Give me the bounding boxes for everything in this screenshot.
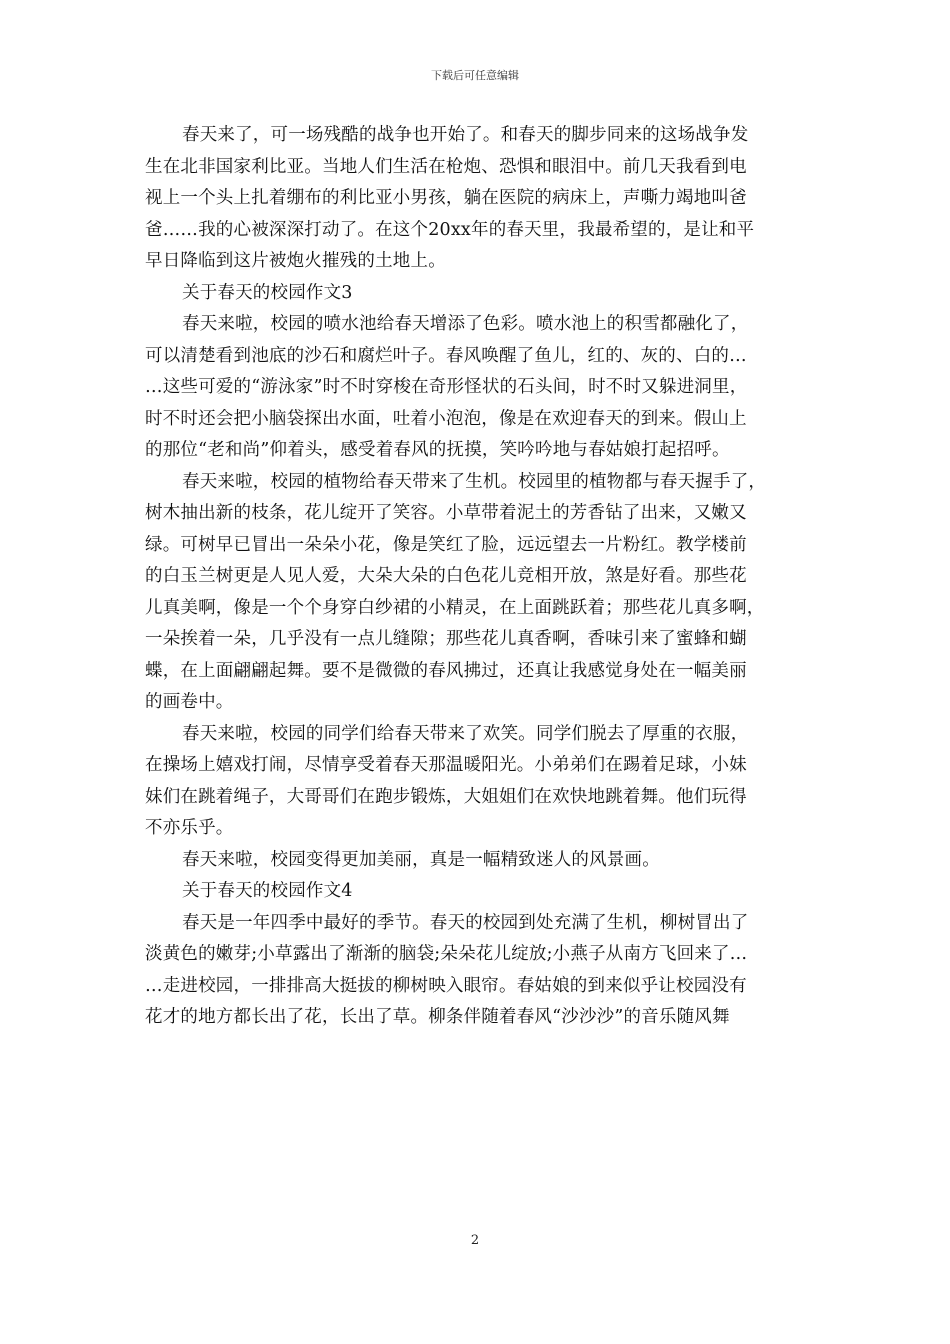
text-line: 儿真美啊，像是一个个身穿白纱裙的小精灵，在上面跳跃着；那些花儿真多啊， (145, 597, 765, 618)
text-line: 可以清楚看到池底的沙石和腐烂叶子。春风唤醒了鱼儿，红的、灰的、白的… (145, 345, 747, 366)
text-line: 妹们在跳着绳子，大哥哥们在跑步锻炼，大姐姐们在欢快地跳着舞。他们玩得 (145, 786, 747, 807)
text-line: 树木抽出新的枝条，花儿绽开了笑容。小草带着泥土的芳香钻了出来，又嫩又 (145, 503, 747, 523)
text-line: 时不时还会把小脑袋探出水面，吐着小泡泡，像是在欢迎春天的到来。假山上 (145, 408, 747, 429)
text-line: 视上一个头上扎着绷布的利比亚小男孩，躺在医院的病床上，声嘶力竭地叫爸 (145, 188, 747, 208)
text-line: 爸……我的心被深深打动了。在这个20xx年的春天里，我最希望的，是让和平 (145, 219, 755, 240)
text-line: 春天来啦，校园的同学们给春天带来了欢笑。同学们脱去了厚重的衣服， (182, 723, 749, 744)
text-line: 春天来啦，校园的植物给春天带来了生机。校园里的植物都与春天握手了， (182, 471, 767, 492)
text-line: 生在北非国家利比亚。当地人们生活在枪炮、恐惧和眼泪中。前几天我看到电 (145, 156, 747, 177)
text-line: 早日降临到这片被炮火摧残的土地上。 (145, 251, 446, 271)
text-line: 不亦乐乎。 (145, 818, 234, 838)
text-line: 的画卷中。 (145, 692, 234, 712)
text-line: 的白玉兰树更是人见人爱，大朵大朵的白色花儿竞相开放，煞是好看。那些花 (145, 566, 747, 586)
text-line: 关于春天的校园作文4 (182, 881, 353, 901)
text-line: …这些可爱的“游泳家”时不时穿梭在奇形怪状的石头间，时不时又躲进洞里， (145, 377, 748, 397)
text-line: 关于春天的校园作文3 (182, 282, 353, 303)
text-line: 春天来了，可一场残酷的战争也开始了。和春天的脚步同来的这场战争发 (182, 125, 749, 145)
text-line: 花才的地方都长出了花，长出了草。柳条伴随着春风“沙沙沙”的音乐随风舞 (145, 1007, 730, 1027)
page-header: 下载后可任意编辑 (431, 69, 519, 82)
text-line: …走进校园，一排排高大挺拔的柳树映入眼帘。春姑娘的到来似乎让校园没有 (145, 975, 747, 996)
text-line: 绿。可树早已冒出一朵朵小花，像是笑红了脸，远远望去一片粉红。教学楼前 (145, 534, 747, 555)
document-body (145, 120, 813, 1034)
text-line: 蝶，在上面翩翩起舞。要不是微微的春风拂过，还真让我感觉身处在一幅美丽 (145, 660, 747, 681)
text-line: 的那位“老和尚”仰着头，感受着春风的抚摸，笑吟吟地与春姑娘打起招呼。 (145, 440, 730, 460)
text-line: 一朵挨着一朵，几乎没有一点儿缝隙；那些花儿真香啊，香味引来了蜜蜂和蝴 (145, 629, 747, 649)
text-line: 春天来啦，校园的喷水池给春天增添了色彩。喷水池上的积雪都融化了， (182, 314, 749, 334)
text-line: 淡黄色的嫩芽;小草露出了渐渐的脑袋;朵朵花儿绽放;小燕子从南方飞回来了… (145, 944, 748, 964)
text-line: 春天是一年四季中最好的季节。春天的校园到处充满了生机，柳树冒出了 (182, 912, 749, 933)
text-line: 在操场上嬉戏打闹，尽情享受着春天那温暖阳光。小弟弟们在踢着足球，小妹 (145, 755, 747, 775)
text-line: 春天来啦，校园变得更加美丽，真是一幅精致迷人的风景画。 (182, 849, 660, 870)
page-number: 2 (470, 1233, 480, 1248)
